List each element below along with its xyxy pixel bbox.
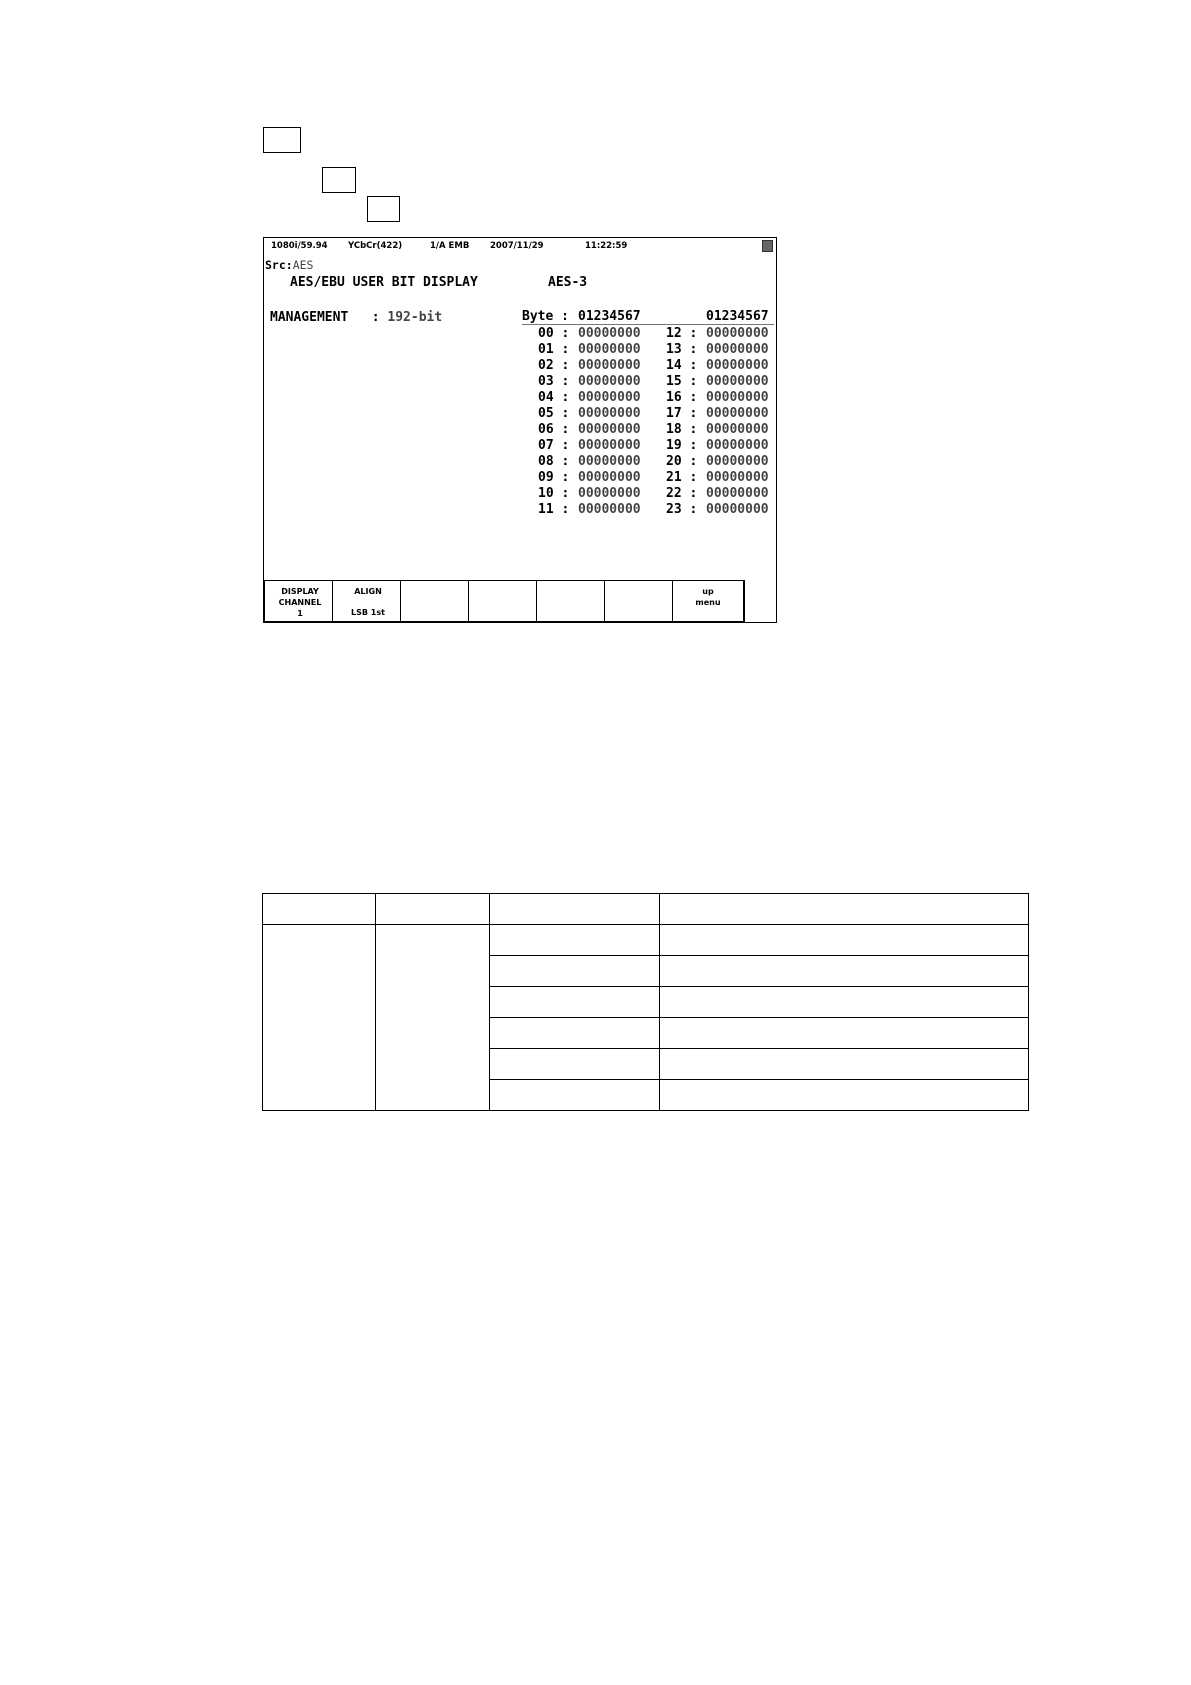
softkey-3[interactable]: [400, 580, 473, 623]
status-format: 1080i/59.94: [271, 241, 328, 251]
byte-index-left: 03 :: [538, 374, 570, 389]
softkey-5[interactable]: [536, 580, 609, 623]
byte-value-left: 00000000: [578, 342, 641, 357]
source-label: Src:AES: [265, 258, 314, 272]
display-title: AES/EBU USER BIT DISPLAY: [290, 275, 478, 290]
byte-row: [522, 502, 774, 518]
byte-value-left: 00000000: [578, 502, 641, 517]
table-rule-header: [262, 924, 1029, 925]
byte-index-left: 00 :: [538, 326, 570, 341]
byte-rows: [522, 326, 774, 518]
byte-row: [522, 486, 774, 502]
softkey-6[interactable]: [604, 580, 677, 623]
status-color-format: YCbCr(422): [348, 241, 403, 251]
display-channel-softkey[interactable]: [264, 580, 337, 623]
status-input: 1/A EMB: [430, 241, 470, 251]
byte-value-right: 00000000: [706, 438, 769, 453]
up-menu-softkey[interactable]: [672, 580, 745, 623]
byte-value-left: 00000000: [578, 454, 641, 469]
softkey-label: DISPLAY CHANNEL 1: [278, 587, 322, 618]
management-value: 192-bit: [387, 310, 443, 325]
byte-index-left: 05 :: [538, 406, 570, 421]
byte-value-right: 00000000: [706, 358, 769, 373]
byte-index-right: 16 :: [666, 390, 698, 405]
byte-value-left: 00000000: [578, 406, 641, 421]
menu-key-box-3: [367, 196, 400, 222]
byte-index-right: 19 :: [666, 438, 698, 453]
softkey-label: up menu: [695, 587, 721, 607]
status-bar: [264, 238, 776, 254]
table-rule: [489, 1017, 1029, 1018]
softkey-value: LSB 1st: [351, 608, 385, 617]
table-rule: [489, 1048, 1029, 1049]
byte-value-right: 00000000: [706, 342, 769, 357]
byte-row: [522, 342, 774, 358]
byte-value-right: 00000000: [706, 422, 769, 437]
byte-value-left: 00000000: [578, 374, 641, 389]
byte-value-left: 00000000: [578, 422, 641, 437]
byte-header-bits-right: 01234567: [706, 309, 769, 324]
byte-index-right: 14 :: [666, 358, 698, 373]
byte-value-right: 00000000: [706, 486, 769, 501]
table-col-rule: [489, 893, 490, 1111]
aes-user-bit-screen: [263, 237, 777, 623]
byte-index-left: 08 :: [538, 454, 570, 469]
byte-header: [522, 310, 774, 325]
status-date: 2007/11/29: [490, 241, 544, 251]
byte-index-right: 15 :: [666, 374, 698, 389]
byte-row: [522, 422, 774, 438]
byte-index-right: 22 :: [666, 486, 698, 501]
byte-index-left: 09 :: [538, 470, 570, 485]
byte-header-bits-left: 01234567: [578, 309, 641, 324]
byte-index-left: 11 :: [538, 502, 570, 517]
spec-table: [262, 893, 1029, 1111]
table-rule-bottom: [262, 1110, 1029, 1111]
byte-value-left: 00000000: [578, 470, 641, 485]
byte-row: [522, 454, 774, 470]
byte-index-right: 12 :: [666, 326, 698, 341]
source-value: AES: [292, 258, 314, 272]
softkey-4[interactable]: [468, 580, 541, 623]
byte-value-right: 00000000: [706, 406, 769, 421]
status-indicator-icon: [762, 240, 773, 252]
byte-value-left: 00000000: [578, 326, 641, 341]
byte-index-left: 07 :: [538, 438, 570, 453]
byte-value-left: 00000000: [578, 438, 641, 453]
byte-index-left: 02 :: [538, 358, 570, 373]
byte-value-right: 00000000: [706, 470, 769, 485]
table-rule: [489, 986, 1029, 987]
table-col-rule: [375, 893, 376, 1111]
byte-value-left: 00000000: [578, 486, 641, 501]
table-rule: [489, 1079, 1029, 1080]
align-softkey[interactable]: [332, 580, 405, 623]
table-rule-top: [262, 893, 1029, 894]
byte-index-left: 01 :: [538, 342, 570, 357]
aes-channel-label: AES-3: [548, 275, 588, 290]
byte-value-right: 00000000: [706, 374, 769, 389]
byte-value-left: 00000000: [578, 358, 641, 373]
byte-row: [522, 326, 774, 342]
table-rule: [489, 955, 1029, 956]
byte-index-right: 20 :: [666, 454, 698, 469]
byte-index-right: 18 :: [666, 422, 698, 437]
status-time: 11:22:59: [585, 241, 628, 251]
byte-header-label: Byte :: [522, 309, 569, 324]
table-col-rule: [659, 893, 660, 1111]
byte-index-right: 17 :: [666, 406, 698, 421]
byte-value-right: 00000000: [706, 326, 769, 341]
table-col-rule: [262, 893, 263, 1111]
byte-index-left: 06 :: [538, 422, 570, 437]
byte-row: [522, 358, 774, 374]
softkey-label: ALIGN: [354, 587, 382, 596]
byte-row: [522, 406, 774, 422]
softkey-bar: [264, 580, 776, 623]
table-col-rule: [1028, 893, 1029, 1111]
byte-value-left: 00000000: [578, 390, 641, 405]
byte-value-right: 00000000: [706, 502, 769, 517]
byte-value-right: 00000000: [706, 454, 769, 469]
menu-key-box-1: [263, 127, 301, 153]
user-bit-table: [522, 310, 774, 518]
byte-row: [522, 390, 774, 406]
byte-value-right: 00000000: [706, 390, 769, 405]
byte-row: [522, 374, 774, 390]
byte-index-right: 21 :: [666, 470, 698, 485]
management-setting: MANAGEMENT : 192-bit: [270, 310, 443, 325]
byte-index-left: 04 :: [538, 390, 570, 405]
menu-key-box-2: [322, 167, 356, 193]
byte-index-left: 10 :: [538, 486, 570, 501]
byte-index-right: 13 :: [666, 342, 698, 357]
byte-row: [522, 470, 774, 486]
byte-index-right: 23 :: [666, 502, 698, 517]
byte-row: [522, 438, 774, 454]
